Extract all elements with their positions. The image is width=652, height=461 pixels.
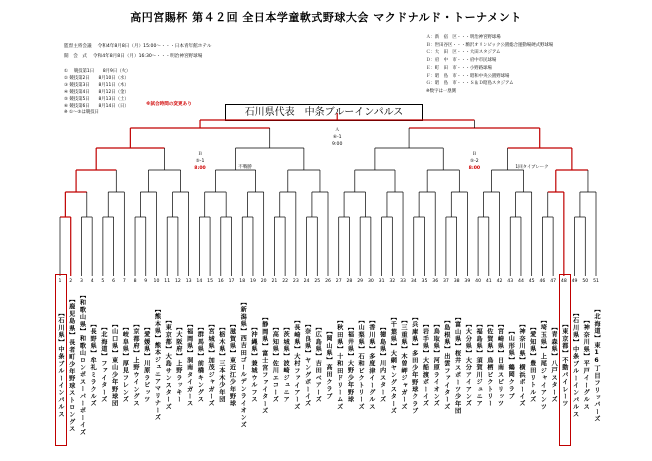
team-banner: 石川県代表 中条ブルーインパルス bbox=[225, 104, 423, 121]
team-number: 7 bbox=[122, 279, 126, 284]
team-name: 【山形県】鶴岡クラブ bbox=[507, 328, 515, 400]
team-number: 36 bbox=[432, 279, 439, 284]
team-number: 16 bbox=[217, 279, 224, 284]
team-number: 28 bbox=[346, 279, 353, 284]
page-title: 高円宮賜杯 第４２回 全日本学童軟式野球大会 マクドナルド・トーナメント bbox=[130, 11, 522, 24]
bracket-label: 9:00 bbox=[332, 142, 343, 147]
venue-item: Ｄ：府 中 市・・・府中市民球場 bbox=[426, 58, 497, 64]
team-number: 31 bbox=[378, 279, 385, 284]
team-number: 41 bbox=[485, 279, 492, 284]
team-number: 46 bbox=[539, 279, 546, 284]
team-number: 49 bbox=[571, 279, 578, 284]
team-name: 【岩手県】大船渡ボーイズ bbox=[421, 320, 429, 408]
bracket-label: 8:00 bbox=[468, 166, 481, 171]
team-name: 【滋賀県】東近江少年野球 bbox=[228, 320, 236, 408]
team-name: 【愛知県】豊田リトルズ bbox=[528, 324, 536, 404]
team-number: 45 bbox=[528, 279, 535, 284]
match-day: ② 競技第2日 8月10日（水） bbox=[64, 75, 129, 81]
team-number: 48 bbox=[560, 279, 567, 284]
team-number: 38 bbox=[453, 279, 460, 284]
team-number: 26 bbox=[325, 279, 331, 284]
team-name: 【鹿児島県】長者町少年野球ストロングス bbox=[67, 295, 75, 433]
team-number: 11 bbox=[164, 279, 171, 284]
team-number: 35 bbox=[421, 279, 428, 284]
team-name: 【三重県】木曽岬ジャガーズ bbox=[400, 317, 408, 411]
team-number: 32 bbox=[389, 279, 396, 284]
venue-item: Ｃ：大 田 区・・・大田スタジアム bbox=[426, 50, 501, 56]
team-number: 43 bbox=[507, 279, 514, 284]
team-name: 【兵庫県】多田少年野球クラブ bbox=[410, 313, 418, 415]
team-number: 12 bbox=[174, 279, 181, 284]
bracket-label: ⑤-2 bbox=[470, 159, 479, 164]
team-name: 【福井県】大野少年野球 bbox=[346, 324, 354, 404]
team-highlight bbox=[559, 274, 571, 446]
bracket-label: ⑥-1 bbox=[332, 135, 342, 140]
venue-item: Ｇ：昭 島 市・・・Ｓ＆Ｄ昭島スタジアム bbox=[426, 81, 514, 87]
team-name: 【大分県】大分アイアンズ bbox=[464, 320, 472, 408]
team-name: 【岐阜県】厚見フレンズ bbox=[121, 324, 129, 404]
team-number: 17 bbox=[228, 279, 235, 284]
team-number: 22 bbox=[282, 279, 289, 284]
team-name: 【東京都】大島サンスターズ bbox=[164, 317, 172, 411]
team-name: 【福岡県】洞南タイガース bbox=[185, 320, 193, 408]
team-name: 【茨城県】波崎ジュニア bbox=[282, 324, 290, 404]
team-name: 【北海道】東16丁目フリッパーズ bbox=[593, 305, 600, 423]
team-name: 【長崎県】大村ファイアーズ bbox=[292, 317, 300, 411]
team-name: 【青森県】八戸スターズ bbox=[550, 324, 558, 404]
bracket-label: 不戦勝 bbox=[238, 165, 252, 170]
team-name: 【富山県】桜井スポーツ少年団 bbox=[453, 313, 461, 415]
team-name: 【奈良県】ヤングボーイズ bbox=[303, 320, 311, 408]
team-name: 【愛媛県】川原ラビッツ bbox=[142, 324, 150, 404]
team-name: 【東京都】不動パイレーツ bbox=[560, 320, 568, 408]
team-number: 34 bbox=[410, 279, 417, 284]
match-day: ① 競技第1日 8月9日（火） bbox=[64, 69, 131, 74]
team-number: 15 bbox=[207, 279, 214, 284]
team-number: 13 bbox=[185, 279, 192, 284]
team-name: 【栃木県】三本木少年団 bbox=[217, 324, 225, 404]
team-number: 8 bbox=[133, 279, 137, 284]
team-number: 25 bbox=[314, 279, 321, 284]
notice-text: ※試合時間の変更あり bbox=[146, 102, 192, 107]
team-name: 【千葉県】大網ヤングスターズ bbox=[389, 313, 397, 415]
team-name: 【徳島県】川内スターズ bbox=[378, 324, 386, 404]
team-number: 18 bbox=[239, 279, 246, 284]
team-number: 50 bbox=[582, 279, 589, 284]
team-number: 9 bbox=[144, 279, 148, 284]
team-name: 【香川県】多度津イーグルス bbox=[367, 317, 375, 411]
team-name: 【石川県】中条ブルーインパルス bbox=[571, 310, 579, 418]
team-number: 29 bbox=[357, 279, 364, 284]
bracket-label: Ｂ bbox=[197, 152, 203, 157]
match-day: ⑥ 競技第6日 8月14日（日） bbox=[64, 103, 129, 109]
team-name: 【群馬県】前橋キングス bbox=[196, 324, 204, 404]
team-name: 【佐賀県】鳥栖ビクトリー bbox=[485, 320, 493, 408]
team-names bbox=[56, 284, 601, 444]
team-highlight bbox=[55, 274, 67, 446]
team-number: 42 bbox=[496, 279, 503, 284]
team-name: 【宮崎県】日南スピリッツ bbox=[496, 320, 504, 408]
venue-item: Ｅ：町 田 市・・・小野路球場 bbox=[426, 65, 492, 71]
team-number: 23 bbox=[292, 279, 299, 284]
team-number: 2 bbox=[69, 279, 73, 284]
schedule-text: 令和4年8月8日（月）16:30～・・・明治神宮野球場 bbox=[93, 54, 203, 59]
team-name: 【広島県】吉田ベアーズ bbox=[314, 324, 322, 404]
team-name: 【秋田県】十和田ドリームズ bbox=[335, 317, 343, 411]
team-number: 27 bbox=[335, 279, 342, 284]
team-number: 19 bbox=[250, 279, 256, 284]
team-name: 【新潟県】西吉田ゴールデンライオンズ bbox=[239, 299, 247, 429]
team-number: 39 bbox=[464, 279, 471, 284]
venue-item: Ｆ：昭 島 市・・・昭和中央公園野球場 bbox=[426, 73, 510, 79]
team-name: 【高知県】佐川エコーズ bbox=[271, 324, 279, 404]
team-number: 6 bbox=[112, 279, 116, 284]
match-day: ※ ①～⑤は競技日 bbox=[64, 110, 99, 116]
team-number: 33 bbox=[400, 279, 406, 284]
venue-item: ※数字は一塁側 bbox=[426, 88, 457, 94]
team-name: 【神奈川県】平戸イーグルス bbox=[582, 317, 590, 411]
schedule-text: 令和4年8月8日（月）15:00～・・・日本青年館ホテル bbox=[97, 44, 212, 49]
team-number: 10 bbox=[153, 279, 160, 284]
team-number: 37 bbox=[442, 279, 449, 284]
team-number: 44 bbox=[518, 279, 524, 284]
team-name: 【和歌山県】和歌山ロンポスーパーボーイズ bbox=[78, 292, 86, 436]
team-name: 【沖縄県】兼城ウルフス bbox=[249, 324, 257, 404]
team-number: 24 bbox=[303, 279, 310, 284]
team-name: 【大阪府】上野ラッキー bbox=[174, 324, 182, 404]
team-name: 【長野県】牟礼ミラクルズ bbox=[89, 320, 97, 408]
team-name: 【鳥取県】河原ライオンズ bbox=[432, 320, 440, 408]
team-name: 【埼玉県】上尾ジャイアンツ bbox=[539, 317, 547, 411]
bracket-label: Ｂ bbox=[472, 152, 477, 157]
team-name: 【岡山県】高田クラブ bbox=[325, 328, 332, 400]
match-day: ④ 競技第4日 8月12日（金） bbox=[64, 89, 129, 95]
team-name: 【宮城県】加茂ジャガーズ bbox=[207, 320, 215, 408]
team-name: 【北海道】ファイターズ bbox=[99, 324, 107, 404]
schedule-label: 開 会 式 bbox=[64, 54, 87, 59]
bracket-label: ⑤-1 bbox=[195, 159, 205, 164]
team-number: 1 bbox=[58, 279, 62, 284]
team-name: 【福島県】須賀川ジュニア bbox=[475, 320, 483, 408]
team-name: 【熊本県】熊本ジュニアマリナーズ bbox=[153, 306, 161, 422]
team-name: 【京都府】上野ウイングス bbox=[132, 320, 140, 408]
team-number: 40 bbox=[475, 279, 482, 284]
team-name: 【山梨県】石和ビクトリーズ bbox=[357, 317, 365, 411]
team-number: 47 bbox=[550, 279, 557, 284]
team-number: 21 bbox=[271, 279, 278, 284]
team-number: 5 bbox=[101, 279, 105, 284]
bracket-label: 8:00 bbox=[194, 166, 206, 171]
team-name: 【山口県】東山少年野球団 bbox=[110, 320, 118, 408]
schedule-label: 監督主将会議 bbox=[64, 44, 92, 49]
team-number: 51 bbox=[593, 279, 599, 284]
team-name: 【島根県】出雲ファイターズ bbox=[442, 317, 450, 411]
team-number: 4 bbox=[90, 279, 94, 284]
team-number: 14 bbox=[196, 279, 203, 284]
team-name: 【石川県】中条ブルーインパルス bbox=[57, 310, 64, 418]
bracket-label: 1回タイブレーク bbox=[515, 165, 549, 170]
bracket-label: Ａ bbox=[334, 128, 340, 133]
match-day: ③ 競技第3日 8月11日（木） bbox=[64, 82, 129, 88]
venue-item: Ｂ：世田谷区・・・駒沢オリンピック公園総合運動場硬式野球場 bbox=[426, 42, 554, 48]
match-day: ⑤ 競技第5日 8月13日（土） bbox=[64, 96, 129, 102]
team-number: 3 bbox=[79, 279, 83, 284]
venue-item: Ａ：新 宿 区・・・明治神宮野球場 bbox=[426, 35, 501, 40]
team-number: 30 bbox=[367, 279, 374, 284]
team-name: 【神奈川県】横浜ボーイズ bbox=[517, 320, 525, 408]
team-number: 20 bbox=[260, 279, 267, 284]
team-name: 【静岡県】富士宮ファイターズ bbox=[260, 313, 268, 415]
